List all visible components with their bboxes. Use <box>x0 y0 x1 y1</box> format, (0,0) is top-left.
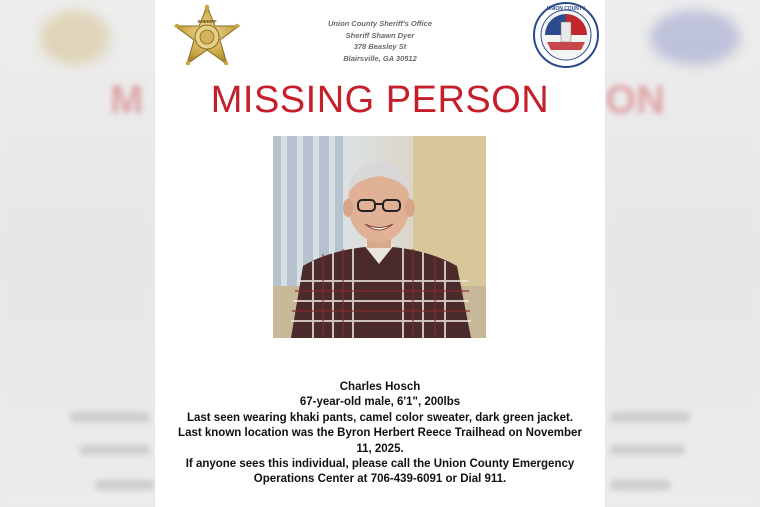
blurred-seal-right <box>650 10 740 65</box>
person-description: 67-year-old male, 6'1", 200lbs <box>299 396 461 409</box>
contact-instructions: If anyone sees this individual, please call the Union County Emergency Operations Center at 706-439-6091 or Dial 911. <box>185 458 575 486</box>
blurred-backdrop-right <box>605 0 760 507</box>
seal-text: UNION COUNTY <box>546 6 586 12</box>
last-known-location: Last known location was the Byron Herbert Reece Trailhead on November 11, 2025. <box>178 427 582 455</box>
sheriff-office-address <box>270 18 490 64</box>
person-details <box>175 380 585 488</box>
blurred-text-line <box>95 480 155 490</box>
missing-person-headline: MISSING PERSON <box>210 79 550 121</box>
blurred-text-line <box>610 480 670 490</box>
city-state-zip: Blairsville, GA 30512 <box>343 53 417 63</box>
blurred-backdrop-left <box>0 0 155 507</box>
clothing-description: Last seen wearing khaki pants, camel color sweater, dark green jacket. <box>186 411 574 424</box>
person-name: Charles Hosch <box>339 381 421 393</box>
street-address: 378 Beasley St <box>353 42 407 51</box>
blurred-headline-left: M <box>110 78 144 122</box>
blurred-text-line <box>610 445 685 455</box>
badge-text: SHERIFF <box>197 19 217 24</box>
sheriff-star-badge-icon <box>171 4 243 72</box>
blurred-badge-left <box>40 10 110 65</box>
blurred-text-line <box>80 445 150 455</box>
blurred-headline-right: ON <box>605 78 665 122</box>
office-name: Union County Sheriff's Office <box>327 19 432 28</box>
missing-person-photo <box>273 136 486 338</box>
sheriff-name: Sheriff Shawn Dyer <box>345 30 415 40</box>
county-seal-icon <box>533 2 599 68</box>
blurred-text-line <box>610 412 690 422</box>
missing-person-flyer <box>155 0 605 507</box>
blurred-text-line <box>70 412 150 422</box>
